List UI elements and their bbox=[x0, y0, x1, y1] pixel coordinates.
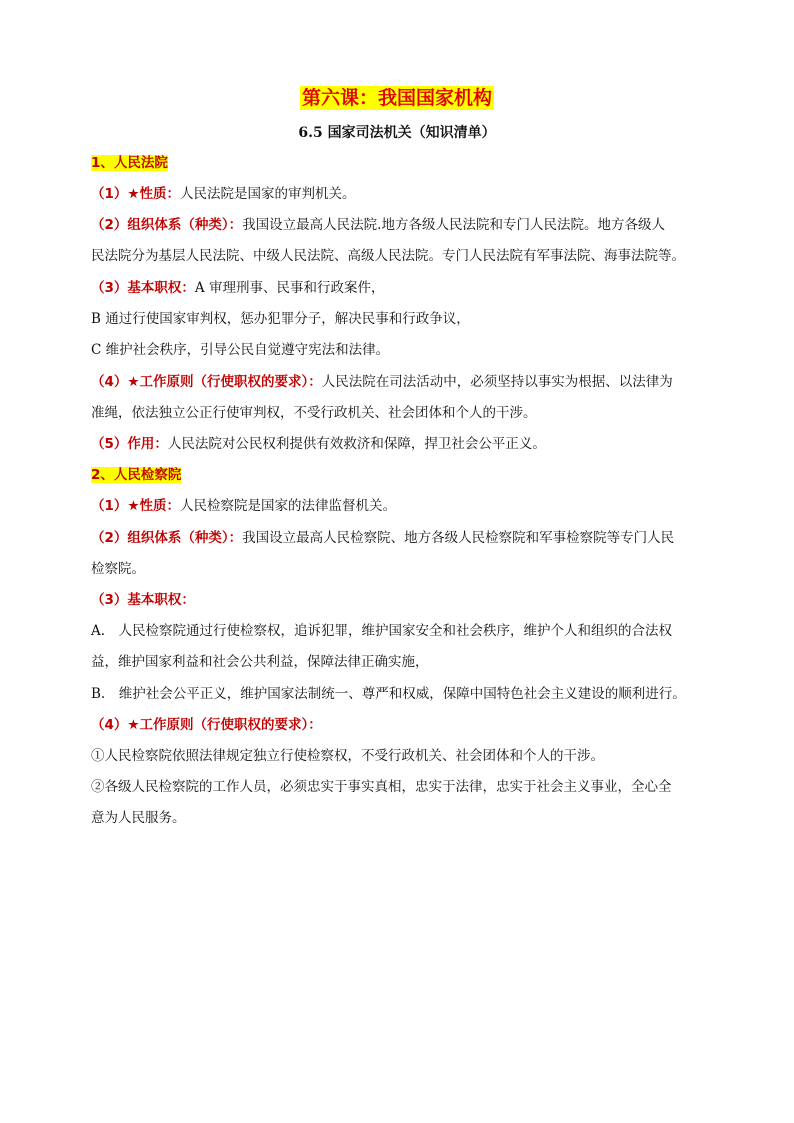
section-1-heading-line bbox=[91, 153, 711, 173]
s2-powers-b-line bbox=[91, 684, 711, 704]
s1-powers-c: C 维护社会秩序，引导公民自觉遵守宪法和法律。 bbox=[91, 342, 390, 358]
s1-nature-line bbox=[91, 184, 711, 204]
s2-powers-a-line-2 bbox=[91, 652, 711, 672]
s2-powers-a-line-1 bbox=[91, 621, 711, 641]
s2-nature-text: 人民检察院是国家的法律监督机关。 bbox=[180, 498, 396, 514]
s1-principle-label: （4）★工作原则（行使职权的要求）： bbox=[91, 374, 322, 390]
s2-powers-label: （3）基本职权： bbox=[91, 592, 195, 608]
s1-powers-line bbox=[91, 278, 711, 298]
s2-principle-item-2b: 意为人民服务。 bbox=[91, 810, 186, 826]
s2-org-line-2 bbox=[91, 559, 711, 579]
s1-principle-line-1 bbox=[91, 372, 711, 392]
s2-principle-label: （4）★工作原则（行使职权的要求）： bbox=[91, 717, 322, 733]
s1-org-text-2: 民法院分为基层人民法院、中级人民法院、高级人民法院。专门人民法院有军事法院、海事法院等。 bbox=[91, 248, 685, 264]
s2-nature-line bbox=[91, 496, 711, 516]
s2-principle-line bbox=[91, 715, 711, 735]
s1-org-line-2 bbox=[91, 246, 711, 266]
s2-powers-a-2: 益，维护国家利益和社会公共利益，保障法律正确实施， bbox=[91, 654, 429, 670]
section-2-heading: 2、人民检察院 bbox=[91, 467, 182, 483]
s1-role-text: 人民法院对公民权利提供有效救济和保障，捍卫社会公平正义。 bbox=[167, 436, 546, 452]
s1-nature-text: 人民法院是国家的审判机关。 bbox=[180, 186, 356, 202]
s1-principle-line-2 bbox=[91, 403, 711, 423]
s1-powers-a: A 审理刑事、民事和行政案件， bbox=[194, 280, 385, 296]
s2-powers-a-1: A. 人民检察院通过行使检察权，追诉犯罪，维护国家安全和社会秩序，维护个人和组织的合法权 bbox=[91, 623, 673, 639]
s2-principle-item-2-line-1 bbox=[91, 777, 711, 797]
section-2-heading-line bbox=[91, 465, 711, 485]
s2-principle-item-2-line-2 bbox=[91, 808, 711, 828]
s2-org-label: （2）组织体系（种类）： bbox=[91, 530, 243, 546]
s1-powers-b-line bbox=[91, 309, 711, 329]
s2-principle-item-1: ①人民检察院依照法律规定独立行使检察权，不受行政机关、社会团体和个人的干涉。 bbox=[91, 748, 604, 764]
s1-org-label: （2）组织体系（种类）： bbox=[91, 217, 243, 233]
s2-org-line-1 bbox=[91, 528, 711, 548]
page-subtitle: 6.5 国家司法机关（知识清单） bbox=[298, 125, 496, 141]
s1-nature-label: （1）★性质： bbox=[91, 186, 180, 202]
s2-principle-item-1-line bbox=[91, 746, 711, 766]
s2-nature-label: （1）★性质： bbox=[91, 498, 180, 514]
s1-powers-label: （3）基本职权： bbox=[91, 280, 195, 296]
s2-principle-item-2a: ②各级人民检察院的工作人员，必须忠实于事实真相，忠实于法律，忠实于社会主义事业，全心全 bbox=[91, 779, 672, 795]
s1-role-label: （5）作用： bbox=[91, 436, 168, 452]
s2-org-text-2: 检察院。 bbox=[91, 561, 145, 577]
s1-powers-c-line bbox=[91, 340, 711, 360]
section-1-heading: 1、人民法院 bbox=[91, 155, 168, 171]
s1-powers-b: B 通过行使国家审判权，惩办犯罪分子，解决民事和行政争议， bbox=[91, 311, 470, 327]
s1-org-line-1 bbox=[91, 215, 711, 235]
s2-powers-b: B. 维护社会公平正义，维护国家法制统一、尊严和权威，保障中国特色社会主义建设的顺利进行。 bbox=[91, 686, 686, 702]
s2-org-text-1: 我国设立最高人民检察院、地方各级人民检察院和军事检察院等专门人民 bbox=[242, 530, 675, 546]
s1-principle-text-2: 准绳，依法独立公正行使审判权，不受行政机关、社会团体和个人的干涉。 bbox=[91, 405, 537, 421]
s1-role-line bbox=[91, 434, 711, 454]
s1-org-text-1: 我国设立最高人民法院.地方各级人民法院和专门人民法院。地方各级人 bbox=[242, 217, 665, 233]
title-wrap bbox=[0, 86, 794, 110]
page-title: 第六课：我国国家机构 bbox=[301, 87, 492, 109]
s1-principle-text-1: 人民法院在司法活动中，必须坚持以事实为根据、以法律为 bbox=[321, 374, 673, 390]
s2-powers-line bbox=[91, 590, 711, 610]
